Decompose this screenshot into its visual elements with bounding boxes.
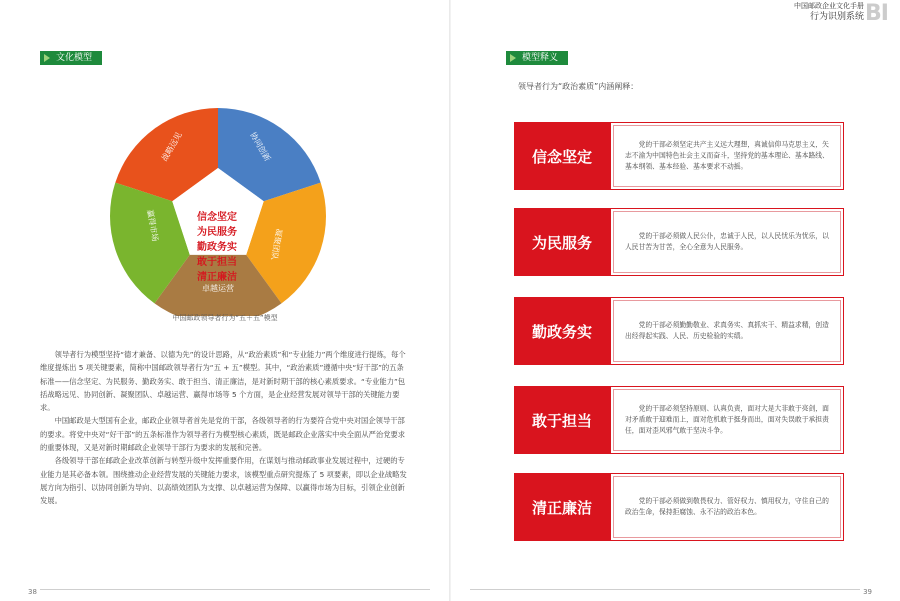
header-bi-mark: BI (865, 1, 888, 26)
core-value-2: 为民服务 (197, 227, 237, 238)
item-description: 党的干部必须勤勤敬业、求真务实、真抓实干、精益求精，创造出经得起实践、人民、历史检验的实绩。 (625, 321, 829, 340)
core-value-4: 敢于担当 (197, 257, 237, 268)
item-serve-people (514, 208, 844, 276)
footer-rule-right (470, 589, 860, 590)
core-value-3: 勤政务实 (197, 242, 237, 253)
paragraph-2: 中国邮政是大型国有企业，邮政企业领导者首先是党的干部，各级领导者的行为要符合党中央对国企领导干部的要求。将党中央对“好干部”的五条标准作为领导者行为模型核心素质，既是邮政企业落实中央全面从严治党要求的重要体现，又是对新时期邮政企业领导干部行为要求的发展和完善。 (40, 416, 406, 453)
item-description: 党的干部必须坚持原则、认真负责，面对大是大非敢于亮剑，面对矛盾敢于迎难而上，面对危机敢于挺身而出，面对失误敢于承担责任，面对歪风邪气敢于坚决斗争。 (625, 404, 829, 435)
item-box (610, 297, 844, 365)
section-tag-model-explanation: 模型释义 (506, 51, 568, 65)
item-label: 信念坚定 (514, 122, 610, 190)
header-line-1: 中国邮政企业文化手册 (794, 2, 864, 10)
item-firm-belief (514, 122, 844, 190)
body-text (40, 348, 410, 508)
section-tag-culture-model: 文化模型 (40, 51, 102, 65)
right-page (450, 0, 900, 601)
header-line-2: 行为识别系统 (809, 12, 864, 22)
item-box (610, 473, 844, 541)
footer-rule-left (40, 589, 430, 590)
segment-label-collaborative-innovation: 协同创新 (248, 130, 273, 163)
segment-label-strategic-vision: 战略远见 (159, 130, 184, 163)
segment-label-team-cohesion: 凝聚团队 (269, 227, 284, 261)
running-header (794, 2, 864, 23)
page-number-left: 38 (28, 588, 37, 596)
diagram-caption: 中国邮政领导者行为“五＋五”模型 (172, 314, 278, 322)
five-plus-five-model-diagram (80, 66, 330, 316)
item-label: 敢于担当 (514, 386, 610, 454)
segment-label-operational-excellence: 卓越运营 (202, 284, 234, 293)
item-description: 党的干部必须做到敬畏权力、管好权力、慎用权力，守住自己的政治生命，保持拒腐蚀、永不沾的政治本色。 (625, 497, 829, 516)
paragraph-3: 各级领导干部在邮政企业改革创新与转型升级中发挥重要作用，在谋划与推动邮政事业发展过程中，过硬的专业能力是其必备本领。围绕推动企业经营发展的关键能力要求，该模型重点研究提炼了 5 项要素，即以企业战略发展方向为指引、以协同创新为导向、以高绩效团队为支撑、以卓越运营为保障、以赢得市场为目标，引领企业创新发展。 (40, 456, 407, 506)
item-clean-honest (514, 473, 844, 541)
item-label: 清正廉洁 (514, 473, 610, 541)
intro-text: 领导者行为“政治素质”内涵阐释： (518, 82, 639, 91)
item-box (610, 122, 844, 190)
segment-label-win-market: 赢得市场 (145, 209, 160, 243)
item-diligent-practical (514, 297, 844, 365)
item-take-responsibility (514, 386, 844, 454)
paragraph-1: 领导者行为模型坚持“德才兼备、以德为先”的设计思路，从“政治素质”和“专业能力”两个维度进行提炼，每个维度提炼出 5 项关键要素，简称中国邮政领导者行为“五 + 五”模型。其中，“政治素质”遵循中央“好干部”的五条标准——信念坚定、为民服务、勤政务实、敢于担当、清正廉洁，是对新时期干部的核心素质要求。“专业能力”包括战略远见、协同创新、凝聚团队、卓越运营、赢得市场等 5 个方面，是企业经营发展对领导干部的关键能力要求。 (40, 350, 406, 413)
core-values-list (182, 210, 252, 285)
item-description: 党的干部必须做人民公仆，忠诚于人民，以人民忧乐为忧乐，以人民甘苦为甘苦，全心全意为人民服务。 (625, 232, 829, 251)
item-box (610, 386, 844, 454)
item-description: 党的干部必须坚定共产主义远大理想，真诚信仰马克思主义，矢志不渝为中国特色社会主义而奋斗，坚持党的基本理论、基本路线、基本纲领、基本经验、基本要求不动摇。 (625, 140, 829, 171)
core-value-1: 信念坚定 (197, 212, 237, 223)
item-label: 为民服务 (514, 208, 610, 276)
item-label: 勤政务实 (514, 297, 610, 365)
item-box (610, 208, 844, 276)
page-number-right: 39 (863, 588, 872, 596)
core-value-5: 清正廉洁 (197, 272, 237, 283)
